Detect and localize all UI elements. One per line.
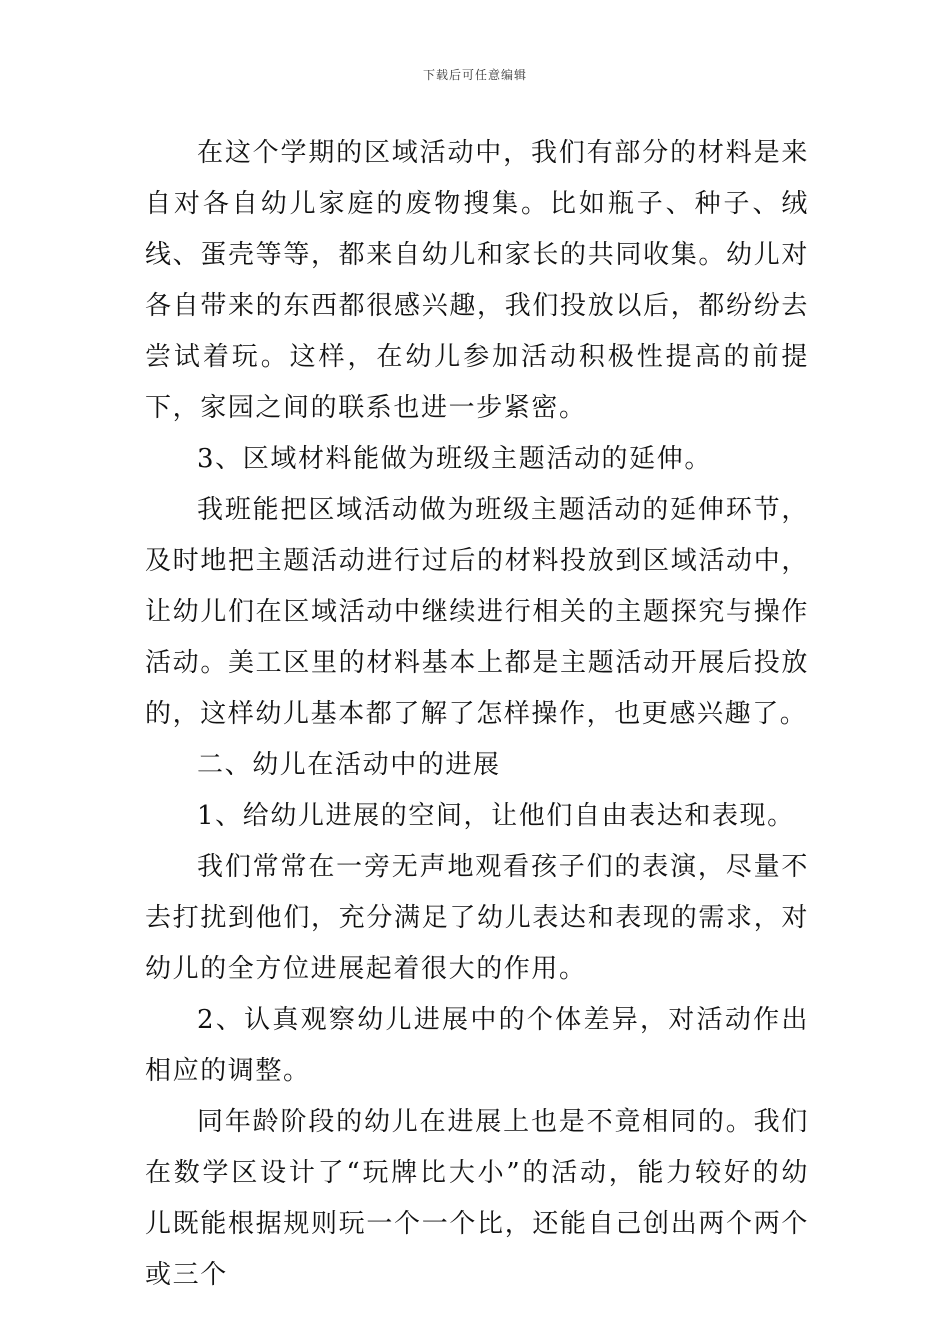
paragraph: 1、给幼儿进展的空间，让他们自由表达和表现。 xyxy=(197,801,795,831)
paragraph: 同年龄阶段的幼儿在进展上也是不竟相同的。我们在数学区设计了“玩牌比大小”的活动，能力较好的幼儿既能根据规则玩一个一个比，还能自己创出两个两个或三个 xyxy=(145,1107,810,1290)
paragraph: 我班能把区域活动做为班级主题活动的延伸环节，及时地把主题活动进行过后的材料投放到区域活动中，让幼儿们在区域活动中继续进行相关的主题探究与操作活动。美工区里的材料基本上都是主题活动开展后投放的，这样幼儿基本都了解了怎样操作，也更感兴趣了。 xyxy=(145,495,809,729)
paragraph: 3、区域材料能做为班级主题活动的延伸。 xyxy=(197,444,712,474)
section-heading: 二、幼儿在活动中的进展 xyxy=(197,750,501,780)
page-header: 下载后可任意编辑 xyxy=(422,68,527,82)
document-body xyxy=(145,128,809,1301)
paragraph: 在这个学期的区域活动中，我们有部分的材料是来自对各自幼儿家庭的废物搜集。比如瓶子、种子、绒线、蛋壳等等，都来自幼儿和家长的共同收集。幼儿对各自带来的东西都很感兴趣，我们投放以后，都纷纷去尝试着玩。这样，在幼儿参加活动积极性提高的前提下，家园之间的联系也进一步紧密。 xyxy=(145,138,809,423)
paragraph: 我们常常在一旁无声地观看孩子们的表演，尽量不去打扰到他们，充分满足了幼儿表达和表现的需求，对幼儿的全方位进展起着很大的作用。 xyxy=(145,852,809,984)
paragraph: 2、认真观察幼儿进展中的个体差异，对活动作出相应的调整。 xyxy=(145,1005,809,1086)
